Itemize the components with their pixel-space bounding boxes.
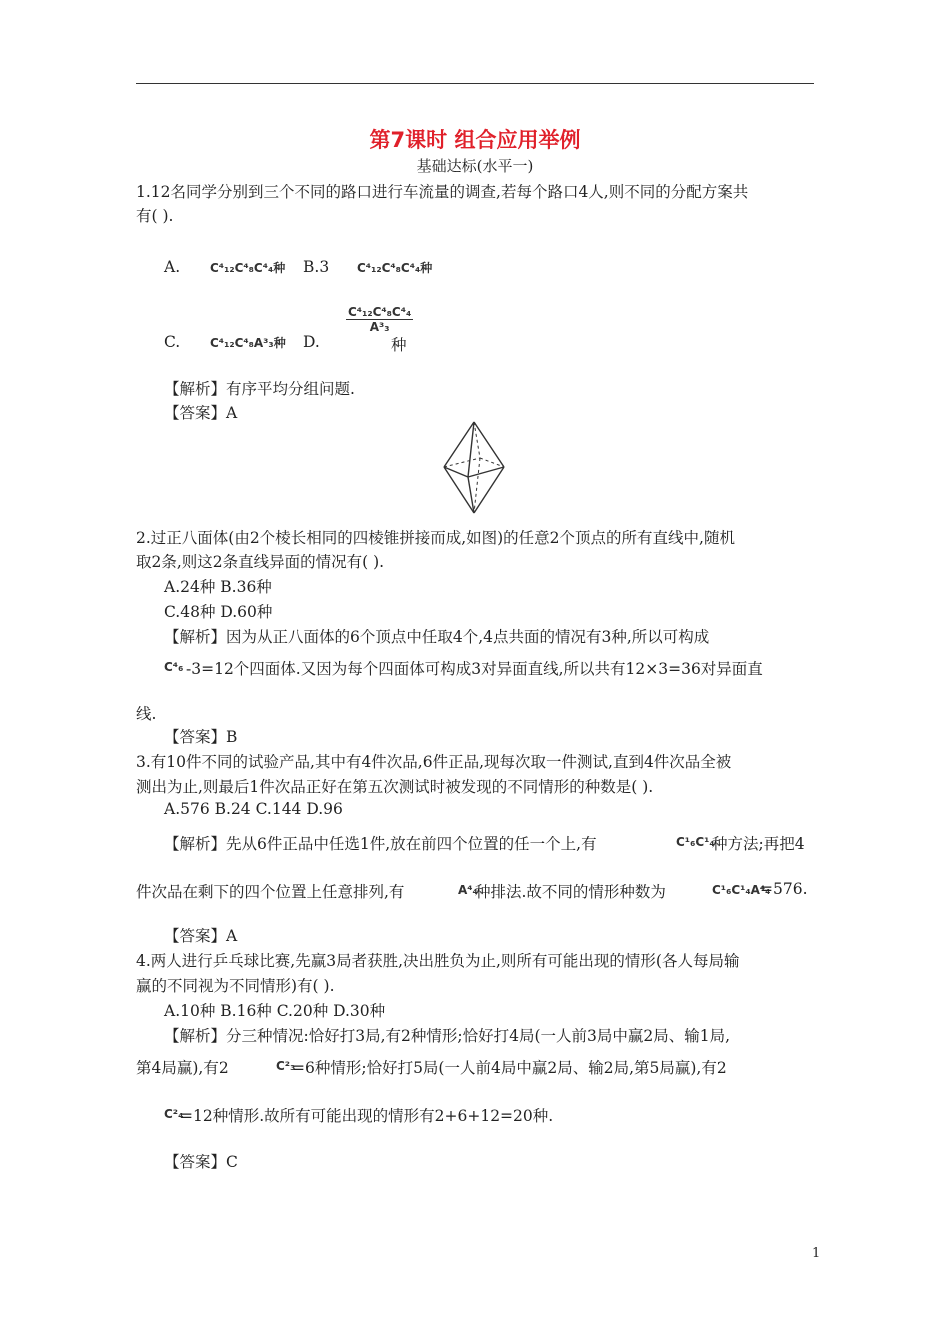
- q4-analysis-math2: C²₄: [164, 1107, 184, 1121]
- header-rule: [136, 83, 814, 84]
- q1-option-a-label: A.: [164, 258, 181, 276]
- q3-analysis-line2c: =576.: [760, 880, 808, 898]
- q2-analysis-formula: [164, 657, 183, 675]
- q1-option-d-fraction: [346, 306, 413, 333]
- q4-analysis-line3: =12种情形.故所有可能出现的情形有2+6+12=20种.: [180, 1107, 554, 1125]
- q1-option-b-formula: [357, 258, 432, 276]
- q1-stem-line1: 1.12名同学分别到三个不同的路口进行车流量的调查,若每个路口4人,则不同的分配方案共: [136, 183, 749, 201]
- q2-analysis-line3: 线.: [136, 705, 157, 723]
- q3-stem-line2: 测出为止,则最后1件次品正好在第五次测试时被发现的不同情形的种数是( ).: [136, 778, 654, 796]
- q2-analysis-line1: 【解析】因为从正八面体的6个顶点中任取4个,4点共面的情况有3种,所以可构成: [164, 628, 710, 646]
- q3-analysis-formula1: [676, 832, 715, 850]
- q2-answer: 【答案】B: [164, 728, 238, 746]
- q1-option-d-label: D.: [303, 333, 320, 351]
- octahedron-figure: [438, 420, 510, 516]
- q1-analysis: 【解析】有序平均分组问题.: [164, 380, 355, 398]
- q1-option-c-formula: [210, 333, 286, 351]
- q3-analysis-line1b: 种方法;再把4: [712, 835, 805, 853]
- q1-option-a-formula: [210, 258, 285, 276]
- q2-analysis-math: C⁴₆: [164, 660, 184, 674]
- q1-option-d-unit: 种: [391, 336, 407, 354]
- page-number: 1: [812, 1246, 821, 1261]
- q4-analysis-line2b: =6种情形;恰好打5局(一人前4局中赢2局、输2局,第5局赢),有2: [292, 1059, 727, 1077]
- q4-analysis-line2a: 第4局赢),有2: [136, 1059, 229, 1077]
- q1-answer: 【答案】A: [164, 404, 238, 422]
- q2-stem-line1: 2.过正八面体(由2个棱长相同的四棱锥拼接而成,如图)的任意2个顶点的所有直线中,随机: [136, 529, 735, 547]
- q3-answer: 【答案】A: [164, 927, 238, 945]
- q1-option-b-math: C⁴₁₂C⁴₈C⁴₄种: [357, 261, 433, 275]
- fraction-numerator: C⁴₁₂C⁴₈C⁴₄: [348, 305, 412, 319]
- q3-stem-line1: 3.有10件不同的试验产品,其中有4件次品,6件正品,现每次取一件测试,直到4件次品全被: [136, 753, 732, 771]
- q2-options-line2: C.48种 D.60种: [164, 603, 273, 621]
- q2-stem-line2: 取2条,则这2条直线异面的情况有( ).: [136, 553, 385, 571]
- q1-stem-line2: 有( ).: [136, 207, 174, 225]
- q4-stem-line1: 4.两人进行乒乓球比赛,先赢3局者获胜,决出胜负为止,则所有可能出现的情形(各人每局输: [136, 952, 740, 970]
- q1-option-d-math: [346, 306, 413, 333]
- q4-analysis-math1: C²₃: [276, 1059, 296, 1073]
- q4-analysis-line1: 【解析】分三种情况:恰好打3局,有2种情形;恰好打4局(一人前3局中赢2局、输1局,: [164, 1027, 731, 1045]
- q4-options: A.10种 B.16种 C.20种 D.30种: [164, 1002, 386, 1020]
- fraction-denominator: A³₃: [369, 320, 390, 334]
- q2-options-line1: A.24种 B.36种: [164, 578, 272, 596]
- q3-analysis-line2a: 件次品在剩下的四个位置上任意排列,有: [136, 883, 405, 901]
- page-title: 第7课时 组合应用举例: [369, 128, 581, 152]
- q1-option-c-math: C⁴₁₂C⁴₈A³₃种: [210, 336, 286, 350]
- q3-options: A.576 B.24 C.144 D.96: [164, 800, 343, 818]
- q3-analysis-line2b: 种排法.故不同的情形种数为: [475, 883, 666, 901]
- q1-option-a-math: C⁴₁₂C⁴₈C⁴₄种: [210, 261, 286, 275]
- q1-option-c-label: C.: [164, 333, 181, 351]
- q3-analysis-math2: A⁴₄: [458, 883, 478, 897]
- q4-stem-line2: 赢的不同视为不同情形)有( ).: [136, 977, 335, 995]
- q3-analysis-line1a: 【解析】先从6件正品中任选1件,放在前四个位置的任一个上,有: [164, 835, 597, 853]
- q3-analysis-math1: C¹₆C¹₄: [676, 835, 715, 849]
- q3-analysis-math3: C¹₆C¹₄A⁴₄: [712, 883, 771, 897]
- q4-answer: 【答案】C: [164, 1153, 238, 1171]
- q2-analysis-line2: -3=12个四面体.又因为每个四面体可构成3对异面直线,所以共有12×3=36对异面直: [186, 660, 763, 678]
- q1-option-b-label: B.3: [303, 258, 330, 276]
- page-subtitle: 基础达标(水平一): [416, 157, 534, 175]
